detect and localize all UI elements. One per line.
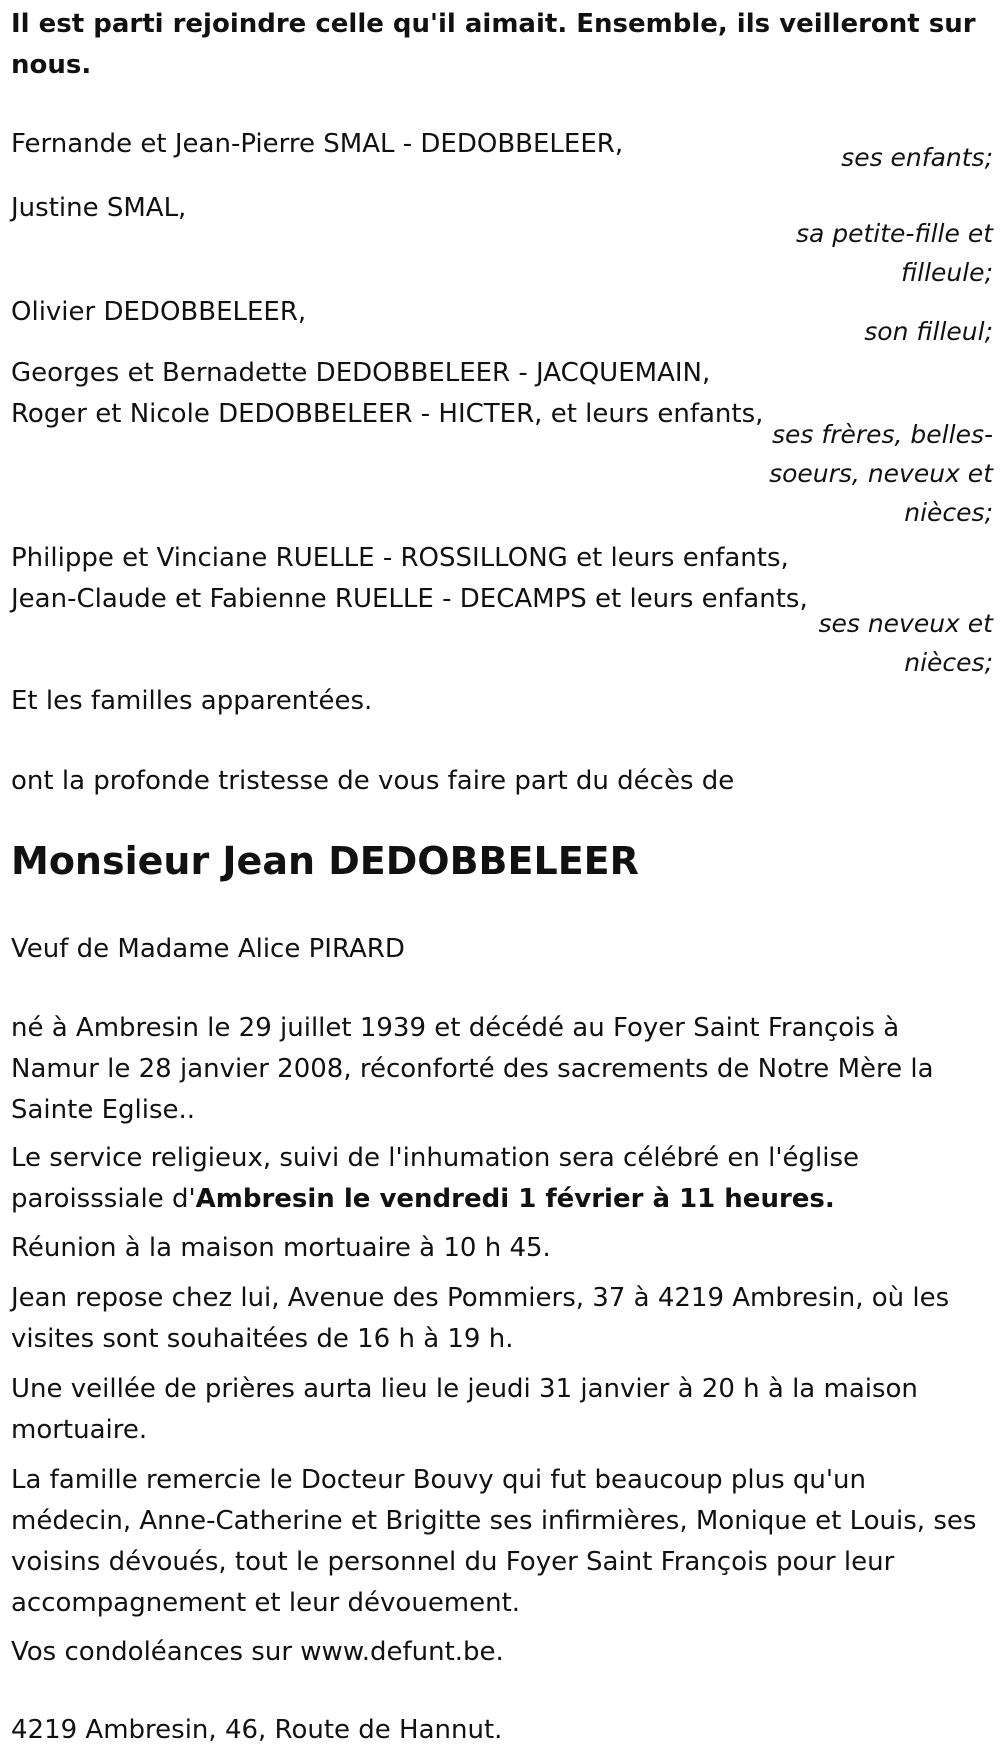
relation-line: sa petite-fille et (795, 219, 993, 248)
relation-line: ses frères, belles- (772, 420, 993, 449)
family-names-line: Justine SMAL, (11, 193, 187, 223)
service-text (11, 1138, 993, 1220)
thanks-text: La famille remercie le Docteur Bouvy qui fut beaucoup plus qu'un médecin, Anne-Catherine et Brigitte ses infirmières, Monique et Louis, ses voisins dévoués, tout le personnel du Foyer Saint François pour leur accompagnement et leur dévouement. (11, 1465, 977, 1618)
relation-line: ses neveux et (818, 609, 993, 638)
family-relation (841, 138, 993, 177)
relation-line: soeurs, neveux et (769, 459, 993, 488)
rest-text: Jean repose chez lui, Avenue des Pommiers, 37 à 4219 Ambresin, où les visites sont souhaitées de 16 h à 19 h. (11, 1283, 950, 1354)
relation-line: son filleul; (864, 317, 993, 346)
family-names-line: Jean-Claude et Fabienne RUELLE - DECAMPS et leurs enfants, (11, 584, 808, 614)
intro-text: Il est parti rejoindre celle qu'il aimait. Ensemble, ils veilleront sur nous. (11, 9, 976, 80)
condolences-text: Vos condoléances sur www.defunt.be. (11, 1637, 504, 1667)
family-names-line: Philippe et Vinciane RUELLE - ROSSILLONG et leurs enfants, (11, 543, 789, 573)
family-names-line: Olivier DEDOBBELEER, (11, 297, 307, 327)
service-text-regular: Le service religieux, suivi de l'inhumation sera célébré en l'église paroisssiale d' (11, 1143, 860, 1214)
family-group-nephews (11, 538, 993, 678)
relation-line: nièces; (904, 648, 993, 677)
vigil-text: Une veillée de prières aurta lieu le jeudi 31 janvier à 20 h à la maison mortuaire. (11, 1374, 918, 1445)
relation-line: ses enfants; (841, 143, 993, 172)
family-names-line: Georges et Bernadette DEDOBBELEER - JACQUEMAIN, (11, 358, 711, 388)
service-text-bold: Ambresin le vendredi 1 février à 11 heures. (195, 1184, 835, 1214)
family-names-line: Roger et Nicole DEDOBBELEER - HICTER, et leurs enfants, (11, 399, 764, 429)
families-closing: Et les familles apparentées. (11, 686, 373, 716)
relation-line: nièces; (904, 498, 993, 527)
family-group-children (11, 124, 993, 176)
family-relation (818, 604, 993, 682)
announcement-text: ont la profonde tristesse de vous faire part du décès de (11, 766, 735, 796)
family-group-godson (11, 292, 993, 348)
family-group-siblings (11, 353, 993, 533)
family-relation (769, 415, 993, 532)
family-names-line: Fernande et Jean-Pierre SMAL - DEDOBBELEER, (11, 129, 624, 159)
family-relation (864, 312, 993, 351)
birth-death-text: né à Ambresin le 29 juillet 1939 et décédé au Foyer Saint François à Namur le 28 janvier 2008, réconforté des sacrements de Notre Mère la Sainte Eglise.. (11, 1013, 934, 1125)
widower-text: Veuf de Madame Alice PIRARD (11, 934, 405, 964)
family-relation (796, 214, 993, 292)
address-text: 4219 Ambresin, 46, Route de Hannut. (11, 1715, 503, 1745)
family-group-granddaughter (11, 188, 993, 288)
relation-line: filleule; (900, 258, 993, 287)
meeting-text: Réunion à la maison mortuaire à 10 h 45. (11, 1233, 551, 1263)
deceased-name: Monsieur Jean DEDOBBELEER (11, 839, 639, 883)
